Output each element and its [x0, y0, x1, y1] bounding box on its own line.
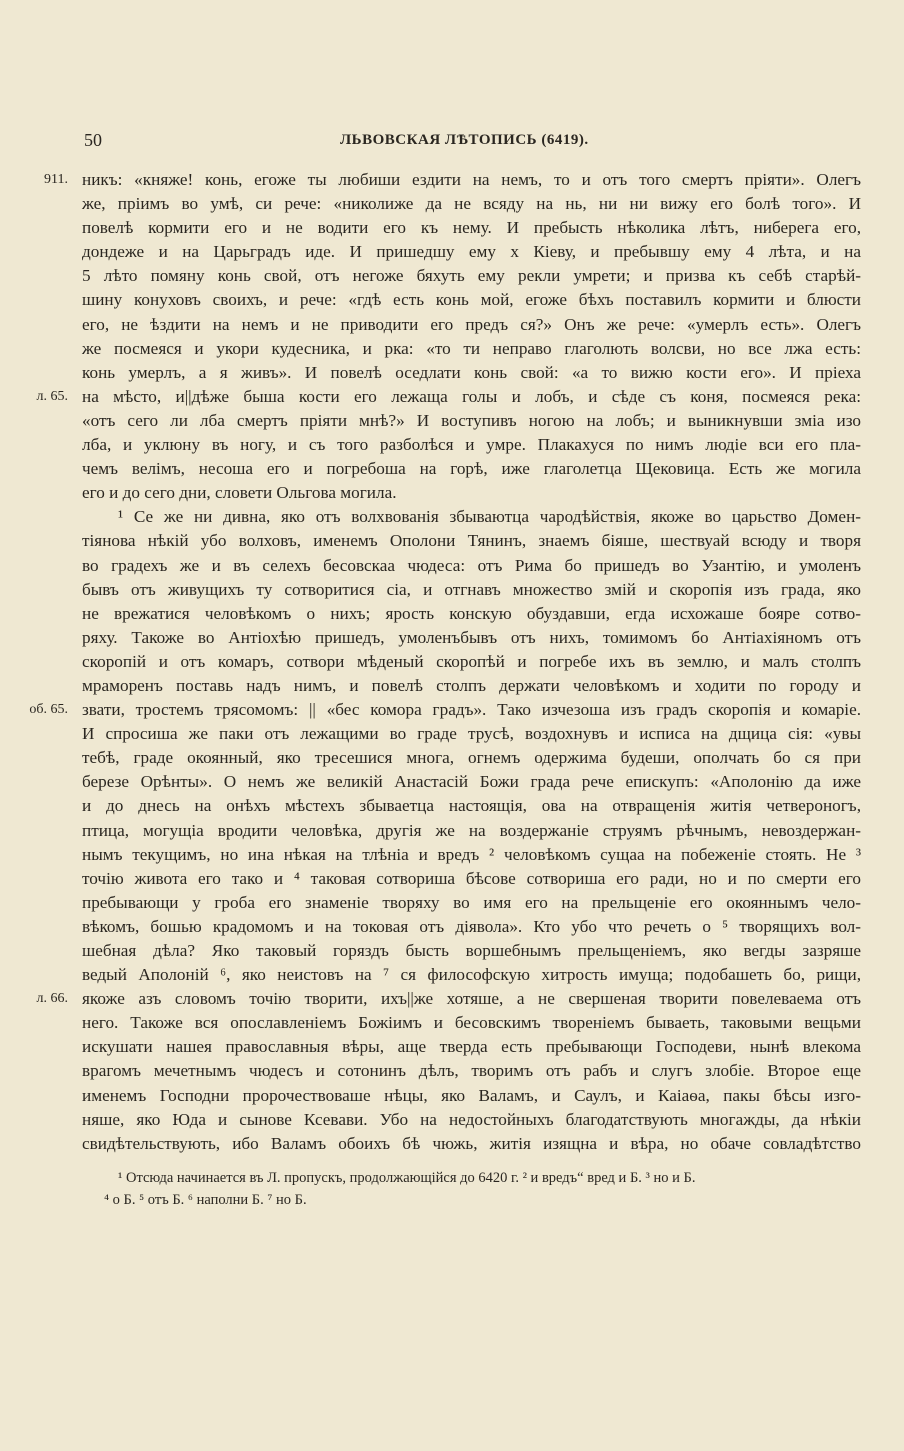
line-text: повелѣ кормити его и не водити его къ нему. И пребысть нѣколика лѣтъ, ниберега его,: [82, 218, 861, 238]
footnote-text: ¹ Отсюда начинается въ Л. пропускъ, продолжающійся до 6420 г. ² и вредъ“ вред и Б. ³ но и Б.: [118, 1170, 696, 1186]
text-line: [0, 602, 904, 626]
footnote-line: [0, 1189, 904, 1211]
line-text: шину конуховъ своихъ, и рече: «гдѣ есть конь мой, егоже бѣхъ поставилъ кормити и блюсти: [82, 290, 861, 310]
text-line: [0, 529, 904, 553]
text-line: [0, 915, 904, 939]
text-line: [0, 264, 904, 288]
text-line: [0, 216, 904, 240]
text-line: [0, 409, 904, 433]
text-line: [0, 963, 904, 987]
line-text: птица, могущіа вродити человѣка, другія же на воздержаніе струямъ рѣчнымъ, невоздержан-: [82, 820, 861, 840]
line-text: ведый Аполоній ⁶, яко неистовъ на ⁷ ся философскую хитрость имуща; подобашеть бо, рищи,: [82, 965, 861, 985]
line-text: не врежатися человѣкомъ о нихъ; ярость конскую обуздавши, егда исхожаше бояре сотво-: [82, 603, 861, 623]
text-line: [0, 1084, 904, 1108]
line-text: же, пріимъ во умѣ, си рече: «николиже да не всяду на нь, ни ни вижу его болѣ того». И: [82, 194, 861, 214]
text-line: [0, 891, 904, 915]
text-line: [0, 457, 904, 481]
line-text: няше, яко Юда и сынове Ксевави. Убо на недостойныхъ благодатствують многажды, да нѣкіи: [82, 1109, 861, 1129]
text-line: [0, 168, 904, 192]
footnotes: [0, 1167, 904, 1211]
line-text: тебѣ, граде окоянный, яко тресешися многа, огнемъ одержима будеши, ополчать бо ся при: [82, 748, 861, 768]
text-line: [0, 794, 904, 818]
line-text: И спросиша же паки отъ лежащими во граде трусѣ, воздохнувъ и исписа на дщица сія: «увы: [82, 724, 861, 744]
line-text: звати, тростемъ трясомомъ: || «бес комора градъ». Тако изчезоша изъ градъ скоропія и комаріе.: [82, 700, 861, 720]
line-text: свидѣтельствують, ибо Валамъ обоихъ бѣ чюжь, житія изящна и вѣра, но обаче совладѣтство: [82, 1133, 861, 1153]
line-text: 5 лѣто помяну конь свой, отъ негоже бяхуть ему рекли умрети; и призва къ себѣ старѣй-: [82, 266, 861, 286]
margin-note: 911.: [44, 172, 68, 187]
line-text: и до днесь на онѣхъ мѣстехъ збываетца настоящія, ова на отвращенія житія четвероногъ,: [82, 796, 861, 816]
text-line: [0, 1059, 904, 1083]
footnote-text: ⁴ о Б. ⁵ отъ Б. ⁶ наполни Б. ⁷ но Б.: [104, 1192, 307, 1208]
line-text: березе Орѣнты». О немъ же великій Анастасій Божи града рече епискупъ: «Аполонію да иже: [82, 772, 861, 792]
text-line: [0, 650, 904, 674]
line-text: бывъ отъ живущихъ ту сотворитися сіа, и отгнавъ множество змій и скоропія изъ града, яко: [82, 579, 861, 599]
line-text: тіянова нѣкій убо волховъ, именемъ Ополони Тянинъ, знаемъ біяше, шествуай всюду и творя: [82, 531, 861, 551]
line-text: шебная дѣла? Яко таковый горяздъ бысть воршебнымъ прельщеніемъ, яко вегды зазряше: [82, 941, 861, 960]
margin-note: об. 65.: [29, 702, 68, 718]
text-line: [0, 939, 904, 963]
line-text: якоже азъ словомъ точію творити, ихъ||же хотяше, а не свершеная творити повелеваема отъ: [82, 989, 861, 1009]
line-text: искушати нашея православныя вѣры, аще тверда есть пребывающи Господеви, нынѣ влекома: [82, 1037, 861, 1057]
text-line: [0, 578, 904, 602]
text-line: [0, 987, 904, 1011]
line-text: его и до сего дни, словети Ольгова могила.: [82, 483, 397, 503]
text-line: [0, 867, 904, 891]
line-text: ряху. Такоже во Антіохѣю пришедъ, умоленъбывъ отъ нихъ, томимомъ бо Антіахіяномъ отъ: [82, 627, 861, 647]
margin-note: л. 66.: [36, 991, 68, 1007]
text-line: [0, 674, 904, 698]
line-text: пребывающи у гроба его знаменіе творяху во имя его на прельщеніе его окояннымъ чело-: [82, 892, 861, 912]
text-line: [0, 722, 904, 746]
text-line: [0, 505, 904, 529]
text-line: [0, 192, 904, 216]
line-text: на мѣсто, и||дѣже быша кости его лежаща голы и лобъ, и сѣде съ коня, посмеяся река:: [82, 386, 861, 406]
text-line: [0, 385, 904, 409]
line-text: же посмеяся и укори кудесника, и рка: «то ти неправо глаголють волсви, но все лжа есть:: [82, 338, 861, 358]
line-text: «отъ сего ли лба смертъ пріяти мнѣ?» И воступивъ ногою на лобъ; и выникнувши зміа изо: [82, 410, 861, 430]
text-line: [0, 626, 904, 650]
text-line: [0, 288, 904, 312]
text-line: [0, 843, 904, 867]
running-title: ЛЬВОВСКАЯ ЛѢТОПИСЬ (6419).: [340, 132, 589, 148]
text-line: [0, 313, 904, 337]
line-text: никъ: «княже! конь, егоже ты любиши ездити на немъ, то и отъ того смертъ пріяти». Олегъ: [82, 170, 861, 189]
line-text: мраморенъ поставь надъ нимъ, и повелѣ столпъ держати человѣкомъ и ходити по городу и: [82, 675, 861, 695]
text-line: [0, 770, 904, 794]
line-text: во градехъ же и въ селехъ бесовскаа чюдеса: отъ Рима бо пришедъ во Узантію, и умоленъ: [82, 555, 861, 575]
text-line: [0, 240, 904, 264]
line-text: именемъ Господни пророчествоваше нѣцы, яко Валамъ, и Саулъ, и Каіаѳа, пакы бѣсы изго-: [82, 1085, 861, 1105]
line-text: его, не ѣздити на немъ и не приводити его предъ ся?» Онъ же рече: «умерлъ есть». Олегъ: [82, 314, 861, 334]
text-line: [0, 361, 904, 385]
text-line: [0, 1132, 904, 1156]
text-line: [0, 746, 904, 770]
line-text: ¹ Се же ни дивна, яко отъ волхвованія збываютца чародѣйствія, якоже во царьство Домен-: [118, 507, 861, 527]
chronicle-text: [0, 168, 904, 1156]
line-text: врагомъ мечетнымъ чюдесъ и сотонинъ дѣлъ, творимъ отъ рабъ и слугъ злобіе. Второе еще: [82, 1061, 861, 1081]
line-text: дондеже и на Царьградъ иде. И пришедшу ему х Кіеву, и пребывшу ему 4 лѣта, и на: [82, 242, 861, 262]
text-line: [0, 1108, 904, 1132]
page-number: 50: [84, 130, 102, 150]
line-text: вѣкомъ, бошью крадомомъ и на токовая отъ діявола». Кто убо что речеть о ⁵ творящихъ вол-: [82, 916, 861, 936]
text-line: [0, 433, 904, 457]
text-line: [0, 554, 904, 578]
line-text: нымъ текущимъ, но ина нѣкая на тлѣніа и вредъ ² человѣкомъ сущаа на побеженіе стоять. Не ³: [82, 844, 861, 864]
margin-note: л. 65.: [36, 388, 68, 404]
line-text: лба, и уклюну въ ногу, и съ того разболѣся и умре. Плакахуся по нимъ людіе вси его пла-: [82, 435, 861, 455]
line-text: скоропій и отъ комаръ, сотвори мѣденый скоропѣй и погребе ихъ въ землю, и малъ столпъ: [82, 651, 861, 671]
line-text: точію живота его тако и ⁴ таковая сотвориша бѣсове сотвориша его ради, но и по смерти его: [82, 868, 861, 888]
line-text: конь умерлъ, а я живъ». И повелѣ оседлати конь свой: «а то вижю кости его». И пріеха: [82, 362, 861, 382]
footnote-line: [0, 1167, 904, 1189]
text-line: [0, 337, 904, 361]
text-line: [0, 1011, 904, 1035]
line-text: чемъ велімъ, несоша его и погребоша на горѣ, иже глаголетца Щековица. Есть же могила: [82, 459, 861, 479]
line-text: него. Такоже вся опославленіемъ Божіимъ и бесовскимъ твореніемъ бываеть, таковыми вещьми: [82, 1013, 861, 1033]
text-line: [0, 1035, 904, 1059]
text-line: [0, 481, 904, 505]
text-line: [0, 819, 904, 843]
text-line: [0, 698, 904, 722]
